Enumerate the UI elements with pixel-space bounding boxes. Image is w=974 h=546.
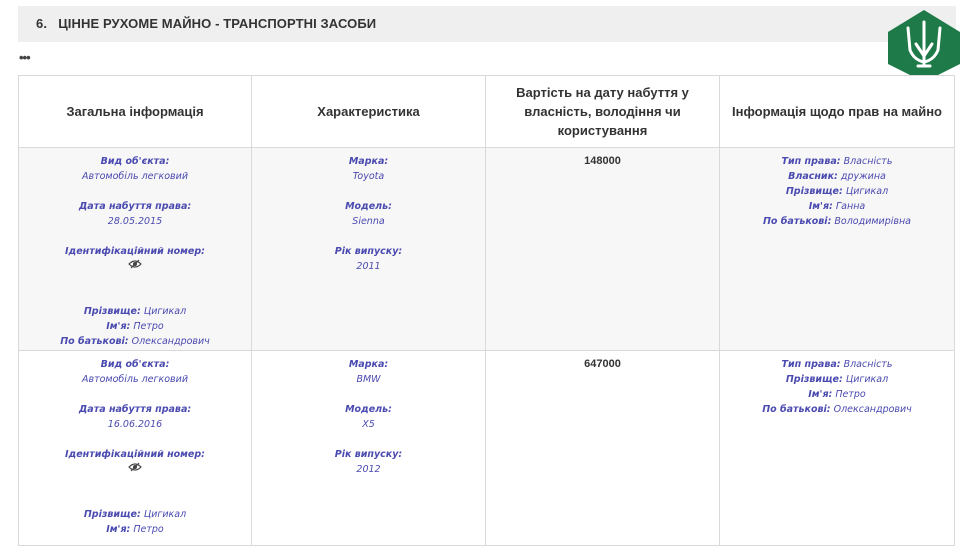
surname-value: Цигикал xyxy=(845,186,889,197)
name-value: Ганна xyxy=(835,201,866,212)
surname-line xyxy=(721,372,953,387)
patronymic-value: Олександрович xyxy=(833,404,912,415)
name-label: Ім'я: xyxy=(808,389,833,400)
brand-value: Toyota xyxy=(352,171,385,182)
name-line xyxy=(721,387,953,402)
cost-value: 647000 xyxy=(584,358,621,370)
patronymic-label: По батькові: xyxy=(762,404,831,415)
name-label: Ім'я: xyxy=(106,524,131,535)
more-dots-icon[interactable]: ••• xyxy=(19,50,30,65)
object-type-value: Автомобіль легковий xyxy=(81,171,189,182)
rights-cell xyxy=(720,351,955,546)
right-type-label: Тип права: xyxy=(781,359,841,370)
section-title xyxy=(36,16,376,31)
acquisition-date-label: Дата набуття права: xyxy=(78,201,192,212)
name-line xyxy=(20,522,250,537)
year-value: 2011 xyxy=(356,261,381,272)
trident-logo xyxy=(888,10,960,82)
cost-cell xyxy=(486,148,720,351)
patronymic-value: Володимирівна xyxy=(834,216,912,227)
right-type-line xyxy=(721,357,953,372)
name-label: Ім'я: xyxy=(106,321,131,332)
cost-cell xyxy=(486,351,720,546)
patronymic-label: По батькові: xyxy=(762,216,832,227)
brand-label: Марка: xyxy=(348,156,389,167)
patronymic-line xyxy=(721,402,953,417)
surname-value: Цигикал xyxy=(143,509,187,520)
model-label: Модель: xyxy=(345,201,392,212)
brand-value: BMW xyxy=(356,374,381,385)
owner-label: Власник: xyxy=(788,171,838,182)
column-header-cost: Вартість на дату набуття у власність, володіння чи користування xyxy=(486,76,720,148)
spec-cell xyxy=(252,351,486,546)
surname-line xyxy=(20,304,250,319)
surname-label: Прізвище: xyxy=(785,374,843,385)
table-header-row xyxy=(19,76,955,148)
spec-cell xyxy=(252,148,486,351)
surname-value: Цигикал xyxy=(143,306,187,317)
owner-line xyxy=(721,169,953,184)
id-number-label: Ідентифікаційний номер: xyxy=(65,246,205,257)
surname-line xyxy=(721,184,953,199)
brand-label: Марка: xyxy=(348,359,389,370)
model-label: Модель: xyxy=(345,404,392,415)
table-row xyxy=(19,351,955,546)
object-type-value: Автомобіль легковий xyxy=(81,374,189,385)
name-line xyxy=(20,319,250,334)
object-type-label: Вид об'єкта: xyxy=(100,156,170,167)
right-type-value: Власність xyxy=(843,359,893,370)
hidden-eye-icon[interactable] xyxy=(20,259,250,274)
acquisition-date-value: 28.05.2015 xyxy=(107,216,163,227)
patronymic-value: Олександрович xyxy=(131,336,210,347)
acquisition-date-label: Дата набуття права: xyxy=(78,404,192,415)
year-label: Рік випуску: xyxy=(334,246,403,257)
acquisition-date-value: 16.06.2016 xyxy=(107,419,163,430)
right-type-label: Тип права: xyxy=(781,156,841,167)
patronymic-line xyxy=(20,334,250,349)
surname-label: Прізвище: xyxy=(785,186,843,197)
patronymic-line xyxy=(721,214,953,229)
name-value: Петро xyxy=(835,389,866,400)
general-info-cell xyxy=(19,351,252,546)
column-header-general: Загальна інформація xyxy=(19,76,252,148)
model-value: X5 xyxy=(362,419,375,430)
right-type-line xyxy=(721,154,953,169)
id-number-label: Ідентифікаційний номер: xyxy=(65,449,205,460)
table-row xyxy=(19,148,955,351)
name-line xyxy=(721,199,953,214)
surname-value: Цигикал xyxy=(845,374,889,385)
name-label: Ім'я: xyxy=(808,201,833,212)
name-value: Петро xyxy=(133,321,164,332)
general-info-cell xyxy=(19,148,252,351)
surname-label: Прізвище: xyxy=(83,509,141,520)
surname-label: Прізвище: xyxy=(83,306,141,317)
surname-line xyxy=(20,507,250,522)
rights-cell xyxy=(720,148,955,351)
right-type-value: Власність xyxy=(843,156,893,167)
model-value: Sienna xyxy=(352,216,385,227)
column-header-rights: Інформація щодо прав на майно xyxy=(720,76,955,148)
vehicles-table xyxy=(18,75,955,546)
section-number: 6. xyxy=(36,16,48,31)
year-label: Рік випуску: xyxy=(334,449,403,460)
patronymic-label: По батькові: xyxy=(60,336,129,347)
object-type-label: Вид об'єкта: xyxy=(100,359,170,370)
owner-value: дружина xyxy=(840,171,886,182)
hidden-eye-icon[interactable] xyxy=(20,462,250,477)
section-header xyxy=(18,6,956,42)
cost-value: 148000 xyxy=(584,155,621,167)
section-title-text: ЦІННЕ РУХОМЕ МАЙНО - ТРАНСПОРТНІ ЗАСОБИ xyxy=(58,16,377,31)
year-value: 2012 xyxy=(356,464,381,475)
column-header-spec: Характеристика xyxy=(252,76,486,148)
name-value: Петро xyxy=(133,524,164,535)
